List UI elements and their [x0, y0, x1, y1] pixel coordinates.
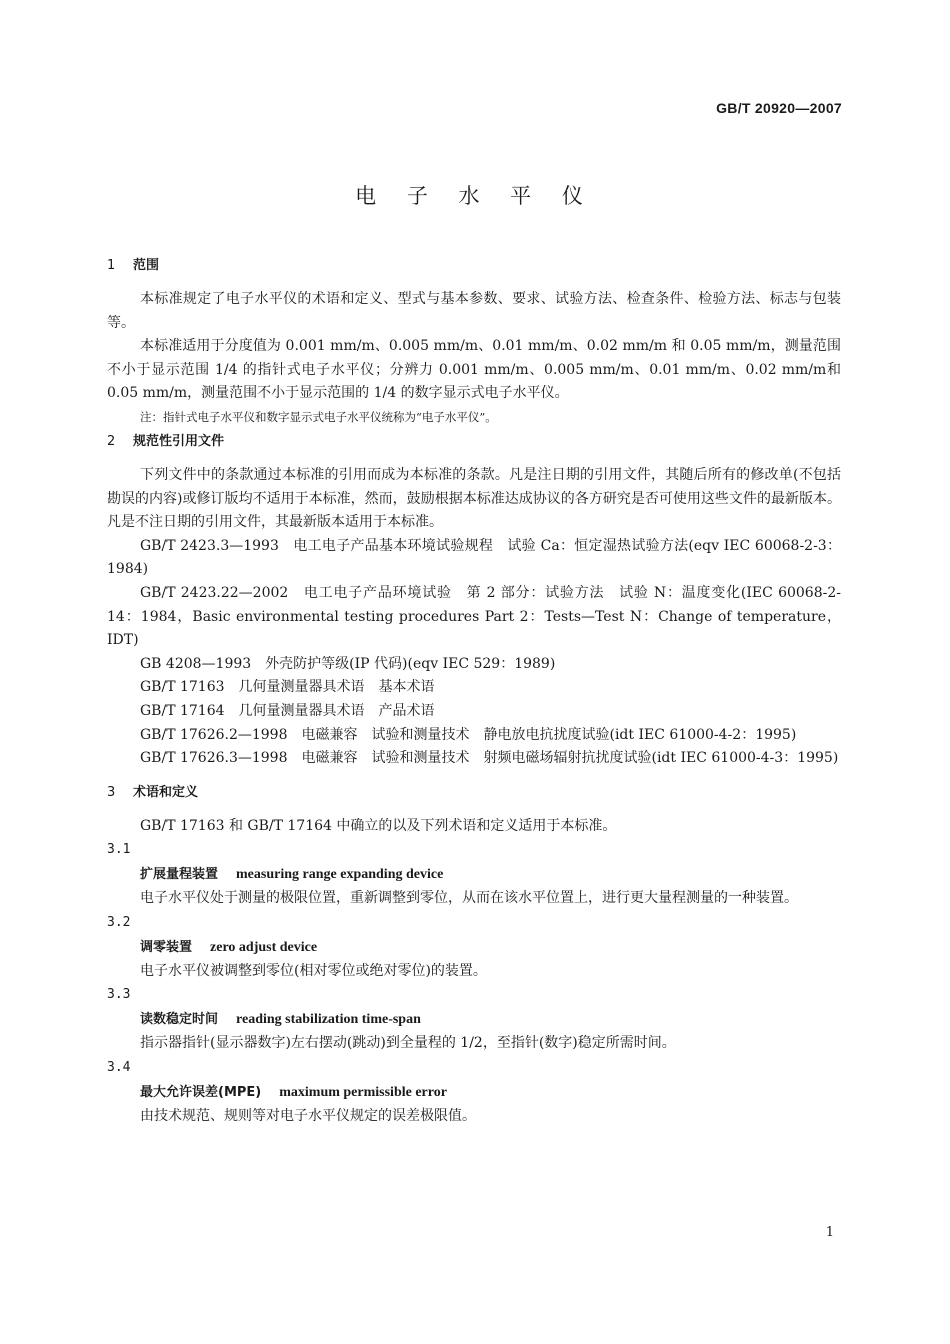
page-number: 1: [825, 1225, 834, 1240]
scope-paragraph-1: 本标准规定了电子水平仪的术语和定义、型式与基本参数、要求、试验方法、检查条件、检验方法、标志与包装等。: [107, 291, 841, 331]
section-number: 3: [107, 784, 116, 800]
reference-item: GB/T 17163 几何量测量器具术语 基本术语: [140, 679, 435, 696]
term-number: 3.3: [107, 987, 131, 1003]
term-number: 3.1: [107, 842, 131, 858]
term-entry: [107, 838, 841, 911]
section-title: 范围: [133, 258, 160, 273]
term-english: measuring range expanding device: [236, 867, 444, 883]
section-title: 规范性引用文件: [133, 433, 225, 449]
section-number: 2: [107, 433, 116, 449]
term-english: maximum permissible error: [279, 1085, 447, 1101]
term-definition: 电子水平仪被调整到零位(相对零位或绝对零位)的装置。: [140, 962, 487, 979]
term-chinese: 读数稳定时间: [140, 1012, 219, 1028]
document-title: 电 子 水 平 仪: [355, 184, 595, 208]
term-heading: [107, 1080, 841, 1105]
reference-item: GB/T 2423.22—2002 电工电子产品环境试验 第 2 部分：试验方法 试验 N：温度变化(IEC 60068-2-14：1984，Basic environmental testing procedures Part 2：Tests—Test N：Change of temperature，IDT): [107, 584, 841, 649]
term-entry: [107, 911, 841, 984]
reference-item: GB/T 17164 几何量测量器具术语 产品术语: [140, 702, 435, 719]
term-chinese: 调零装置: [140, 939, 193, 955]
section-1-heading: [107, 254, 841, 278]
term-definition: 由技术规范、规则等对电子水平仪规定的误差极限值。: [140, 1108, 476, 1125]
term-definition: 指示器指针(显示器数字)左右摆动(跳动)到全量程的 1/2，至指针(数字)稳定所需时间。: [140, 1035, 676, 1052]
scope-note: 注：指针式电子水平仪和数字显示式电子水平仪统称为“电子水平仪”。: [140, 409, 497, 424]
term-chinese: 最大允许误差(MPE): [140, 1085, 262, 1101]
terms-intro: GB/T 17163 和 GB/T 17164 中确立的以及下列术语和定义适用于本标准。: [140, 817, 617, 834]
term-chinese: 扩展量程装置: [140, 867, 219, 883]
term-definition: 电子水平仪处于测量的极限位置，重新调整到零位，从而在该水平位置上，进行更大量程测量的一种装置。: [140, 890, 798, 907]
reference-item: GB/T 2423.3—1993 电工电子产品基本环境试验规程 试验 Ca：恒定湿热试验方法(eqv IEC 60068-2-3：1984): [107, 537, 841, 578]
standard-number: GB/T 20920—2007: [716, 100, 842, 116]
reference-item: GB 4208—1993 外壳防护等级(IP 代码)(eqv IEC 529：1989): [140, 655, 556, 672]
term-entry: [107, 983, 841, 1056]
term-heading: [107, 862, 841, 887]
references-intro: 下列文件中的条款通过本标准的引用而成为本标准的条款。凡是注日期的引用文件，其随后所有的修改单(不包括勘误的内容)或修订版均不适用于本标准，然而，鼓励根据本标准达成协议的各方研究是否可使用这些文件的最新版本。凡是不注日期的引用文件，其最新版本适用于本标准。: [107, 466, 841, 531]
term-number: 3.4: [107, 1060, 131, 1076]
reference-item: GB/T 17626.2—1998 电磁兼容 试验和测量技术 静电放电抗扰度试验(idt IEC 61000-4-2：1995): [140, 726, 797, 743]
section-number: 1: [107, 258, 116, 273]
term-heading: [107, 935, 841, 960]
term-english: reading stabilization time-span: [236, 1012, 421, 1028]
term-heading: [107, 1007, 841, 1032]
document-body: [107, 254, 841, 1129]
section-2-heading: [107, 430, 841, 454]
term-entry: [107, 1056, 841, 1129]
section-title: 术语和定义: [133, 784, 199, 800]
section-3-heading: [107, 781, 841, 805]
scope-paragraph-2: 本标准适用于分度值为 0.001 mm/m、0.005 mm/m、0.01 mm/m、0.02 mm/m 和 0.05 mm/m，测量范围不小于显示范围 1/4 的指针式电子水平仪；分辨力 0.001 mm/m、0.005 mm/m、0.01 mm/m、0.02 mm/m和 0.05 mm/m，测量范围不小于显示范围的 1/4 的数字显示式电子水平仪。: [107, 338, 841, 402]
term-number: 3.2: [107, 914, 131, 930]
term-english: zero adjust device: [210, 939, 318, 955]
reference-item: GB/T 17626.3—1998 电磁兼容 试验和测量技术 射频电磁场辐射抗扰度试验(idt IEC 61000-4-3：1995): [140, 750, 839, 767]
